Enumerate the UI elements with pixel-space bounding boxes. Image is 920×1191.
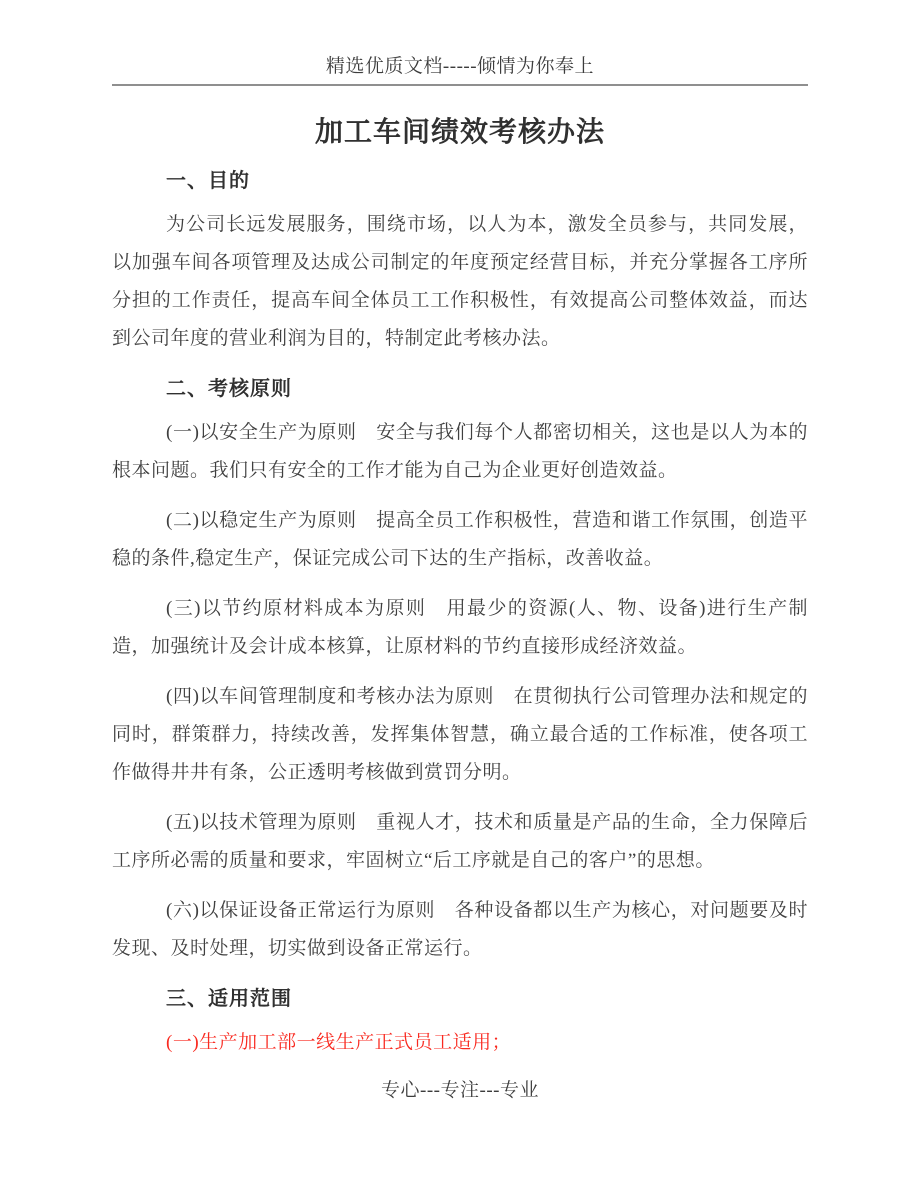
paragraph: (一)以安全生产为原则 安全与我们每个人都密切相关，这也是以人为本的根本问题。我们只有安全的工作才能为自己为企业更好创造效益。: [112, 422, 808, 481]
document-title: 加工车间绩效考核办法: [314, 117, 605, 148]
paragraph: (二)以稳定生产为原则 提高全员工作积极性，营造和谐工作氛围，创造平稳的条件,稳定生产，保证完成公司下达的生产指标，改善收益。: [112, 510, 808, 569]
paragraph: 为公司长远发展服务，围绕市场，以人为本，激发全员参与，共同发展，以加强车间各项管理及达成公司制定的年度预定经营目标，并充分掌握各工序所分担的工作责任，提高车间全体员工工作积极性，有效提高公司整体效益，而达到公司年度的营业利润为目的，特制定此考核办法。: [112, 214, 808, 349]
paragraph: (一)生产加工部一线生产正式员工适用；: [166, 1032, 512, 1053]
paragraph: (五)以技术管理为原则 重视人才，技术和质量是产品的生命，全力保障后工序所必需的质量和要求，牢固树立“后工序就是自己的客户”的思想。: [112, 812, 808, 871]
paragraph: (四)以车间管理制度和考核办法为原则 在贯彻执行公司管理办法和规定的同时，群策群力，持续改善，发挥集体智慧，确立最合适的工作标准，使各项工作做得井井有条，公正透明考核做到赏罚分明。: [112, 686, 808, 783]
header-rule-line: [112, 84, 808, 86]
section-heading: 二、考核原则: [166, 378, 292, 400]
document-header-text: 精选优质文档-----倾情为你奉上: [325, 56, 595, 77]
paragraph: (六)以保证设备正常运行为原则 各种设备都以生产为核心，对问题要及时发现、及时处理，切实做到设备正常运行。: [112, 900, 808, 959]
document-body: [112, 166, 808, 1062]
document-footer-text: 专心---专注---专业: [381, 1080, 539, 1101]
section-heading: 三、适用范围: [166, 988, 292, 1010]
section-heading: 一、目的: [166, 170, 250, 192]
paragraph: (三)以节约原材料成本为原则 用最少的资源(人、物、设备)进行生产制造，加强统计及会计成本核算，让原材料的节约直接形成经济效益。: [112, 598, 808, 657]
